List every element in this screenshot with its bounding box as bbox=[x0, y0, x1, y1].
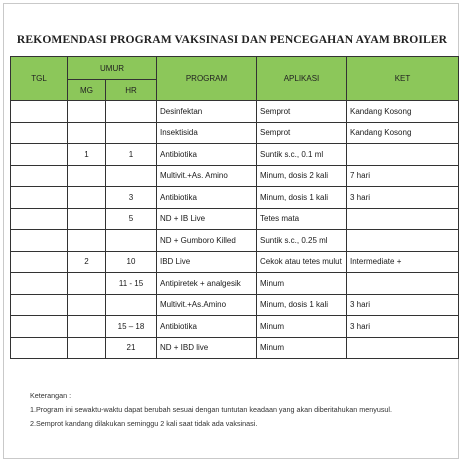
cell-aplikasi: Minum bbox=[257, 337, 347, 359]
cell-mg bbox=[68, 122, 106, 144]
table-row bbox=[11, 144, 459, 166]
cell-program: ND + Gumboro Killed bbox=[157, 230, 257, 252]
cell-mg bbox=[68, 316, 106, 338]
cell-tgl bbox=[11, 165, 68, 187]
cell-ket bbox=[347, 144, 459, 166]
cell-aplikasi: Semprot bbox=[257, 101, 347, 123]
table-row bbox=[11, 208, 459, 230]
table-row bbox=[11, 273, 459, 295]
cell-program: Desinfektan bbox=[157, 101, 257, 123]
cell-ket: 3 hari bbox=[347, 316, 459, 338]
cell-hr bbox=[106, 230, 157, 252]
cell-hr: 15 – 18 bbox=[106, 316, 157, 338]
cell-ket: Kandang Kosong bbox=[347, 122, 459, 144]
cell-tgl bbox=[11, 101, 68, 123]
cell-ket: 3 hari bbox=[347, 294, 459, 316]
header-row bbox=[11, 57, 459, 80]
page-title: REKOMENDASI PROGRAM VAKSINASI DAN PENCEGAHAN AYAM BROILER bbox=[16, 33, 448, 46]
cell-aplikasi: Minum bbox=[257, 273, 347, 295]
cell-tgl bbox=[11, 337, 68, 359]
table-row bbox=[11, 187, 459, 209]
header-tgl: TGL bbox=[11, 57, 68, 101]
cell-mg bbox=[68, 208, 106, 230]
cell-tgl bbox=[11, 187, 68, 209]
cell-mg bbox=[68, 101, 106, 123]
cell-aplikasi: Suntik s.c., 0.25 ml bbox=[257, 230, 347, 252]
cell-ket bbox=[347, 337, 459, 359]
header-aplikasi: APLIKASI bbox=[257, 57, 347, 101]
table-row bbox=[11, 294, 459, 316]
cell-tgl bbox=[11, 144, 68, 166]
notes-heading: Keterangan : bbox=[30, 391, 72, 400]
cell-ket: Intermediate + bbox=[347, 251, 459, 273]
cell-aplikasi: Suntik s.c., 0.1 ml bbox=[257, 144, 347, 166]
header-hr: HR bbox=[106, 80, 157, 101]
header-mg: MG bbox=[68, 80, 106, 101]
cell-program: Antibiotika bbox=[157, 187, 257, 209]
cell-hr bbox=[106, 122, 157, 144]
cell-hr: 5 bbox=[106, 208, 157, 230]
cell-tgl bbox=[11, 251, 68, 273]
table-row bbox=[11, 101, 459, 123]
cell-aplikasi: Tetes mata bbox=[257, 208, 347, 230]
cell-aplikasi: Minum, dosis 2 kali bbox=[257, 165, 347, 187]
cell-hr: 10 bbox=[106, 251, 157, 273]
cell-hr: 3 bbox=[106, 187, 157, 209]
cell-mg: 2 bbox=[68, 251, 106, 273]
header-ket: KET bbox=[347, 57, 459, 101]
cell-mg: 1 bbox=[68, 144, 106, 166]
cell-mg bbox=[68, 187, 106, 209]
cell-program: Antipiretek + analgesik bbox=[157, 273, 257, 295]
cell-tgl bbox=[11, 122, 68, 144]
cell-hr bbox=[106, 294, 157, 316]
cell-tgl bbox=[11, 273, 68, 295]
cell-program: Multivit.+As.Amino bbox=[157, 294, 257, 316]
cell-hr bbox=[106, 101, 157, 123]
table-row bbox=[11, 337, 459, 359]
cell-ket: Kandang Kosong bbox=[347, 101, 459, 123]
cell-mg bbox=[68, 337, 106, 359]
cell-ket bbox=[347, 208, 459, 230]
table-row bbox=[11, 122, 459, 144]
table-row bbox=[11, 165, 459, 187]
table-row bbox=[11, 316, 459, 338]
cell-program: ND + IBD live bbox=[157, 337, 257, 359]
cell-program: IBD Live bbox=[157, 251, 257, 273]
cell-tgl bbox=[11, 294, 68, 316]
note-line: 1.Program ini sewaktu-waktu dapat berubah sesuai dengan tuntutan keadaan yang akan diberitahukan menyusul. bbox=[30, 405, 393, 414]
cell-hr: 21 bbox=[106, 337, 157, 359]
cell-ket: 7 hari bbox=[347, 165, 459, 187]
cell-mg bbox=[68, 165, 106, 187]
cell-program: Antibiotika bbox=[157, 316, 257, 338]
cell-hr: 1 bbox=[106, 144, 157, 166]
note-line: 2.Semprot kandang dilakukan seminggu 2 kali saat tidak ada vaksinasi. bbox=[30, 419, 258, 428]
cell-ket bbox=[347, 273, 459, 295]
table-row bbox=[11, 251, 459, 273]
table-body bbox=[11, 101, 459, 359]
cell-aplikasi: Semprot bbox=[257, 122, 347, 144]
table-row bbox=[11, 230, 459, 252]
cell-mg bbox=[68, 294, 106, 316]
cell-program: ND + IB Live bbox=[157, 208, 257, 230]
header-umur: UMUR bbox=[68, 57, 157, 80]
cell-mg bbox=[68, 230, 106, 252]
cell-program: Multivit.+As. Amino bbox=[157, 165, 257, 187]
cell-tgl bbox=[11, 208, 68, 230]
cell-tgl bbox=[11, 316, 68, 338]
cell-tgl bbox=[11, 230, 68, 252]
cell-mg bbox=[68, 273, 106, 295]
header-program: PROGRAM bbox=[157, 57, 257, 101]
cell-ket bbox=[347, 230, 459, 252]
cell-hr: 11 - 15 bbox=[106, 273, 157, 295]
cell-aplikasi: Minum bbox=[257, 316, 347, 338]
cell-ket: 3 hari bbox=[347, 187, 459, 209]
cell-aplikasi: Minum, dosis 1 kali bbox=[257, 294, 347, 316]
cell-hr bbox=[106, 165, 157, 187]
cell-program: Insektisida bbox=[157, 122, 257, 144]
vaccination-table bbox=[10, 56, 459, 359]
cell-aplikasi: Minum, dosis 1 kali bbox=[257, 187, 347, 209]
cell-program: Antibiotika bbox=[157, 144, 257, 166]
notes-section bbox=[30, 389, 455, 431]
cell-aplikasi: Cekok atau tetes mulut bbox=[257, 251, 347, 273]
